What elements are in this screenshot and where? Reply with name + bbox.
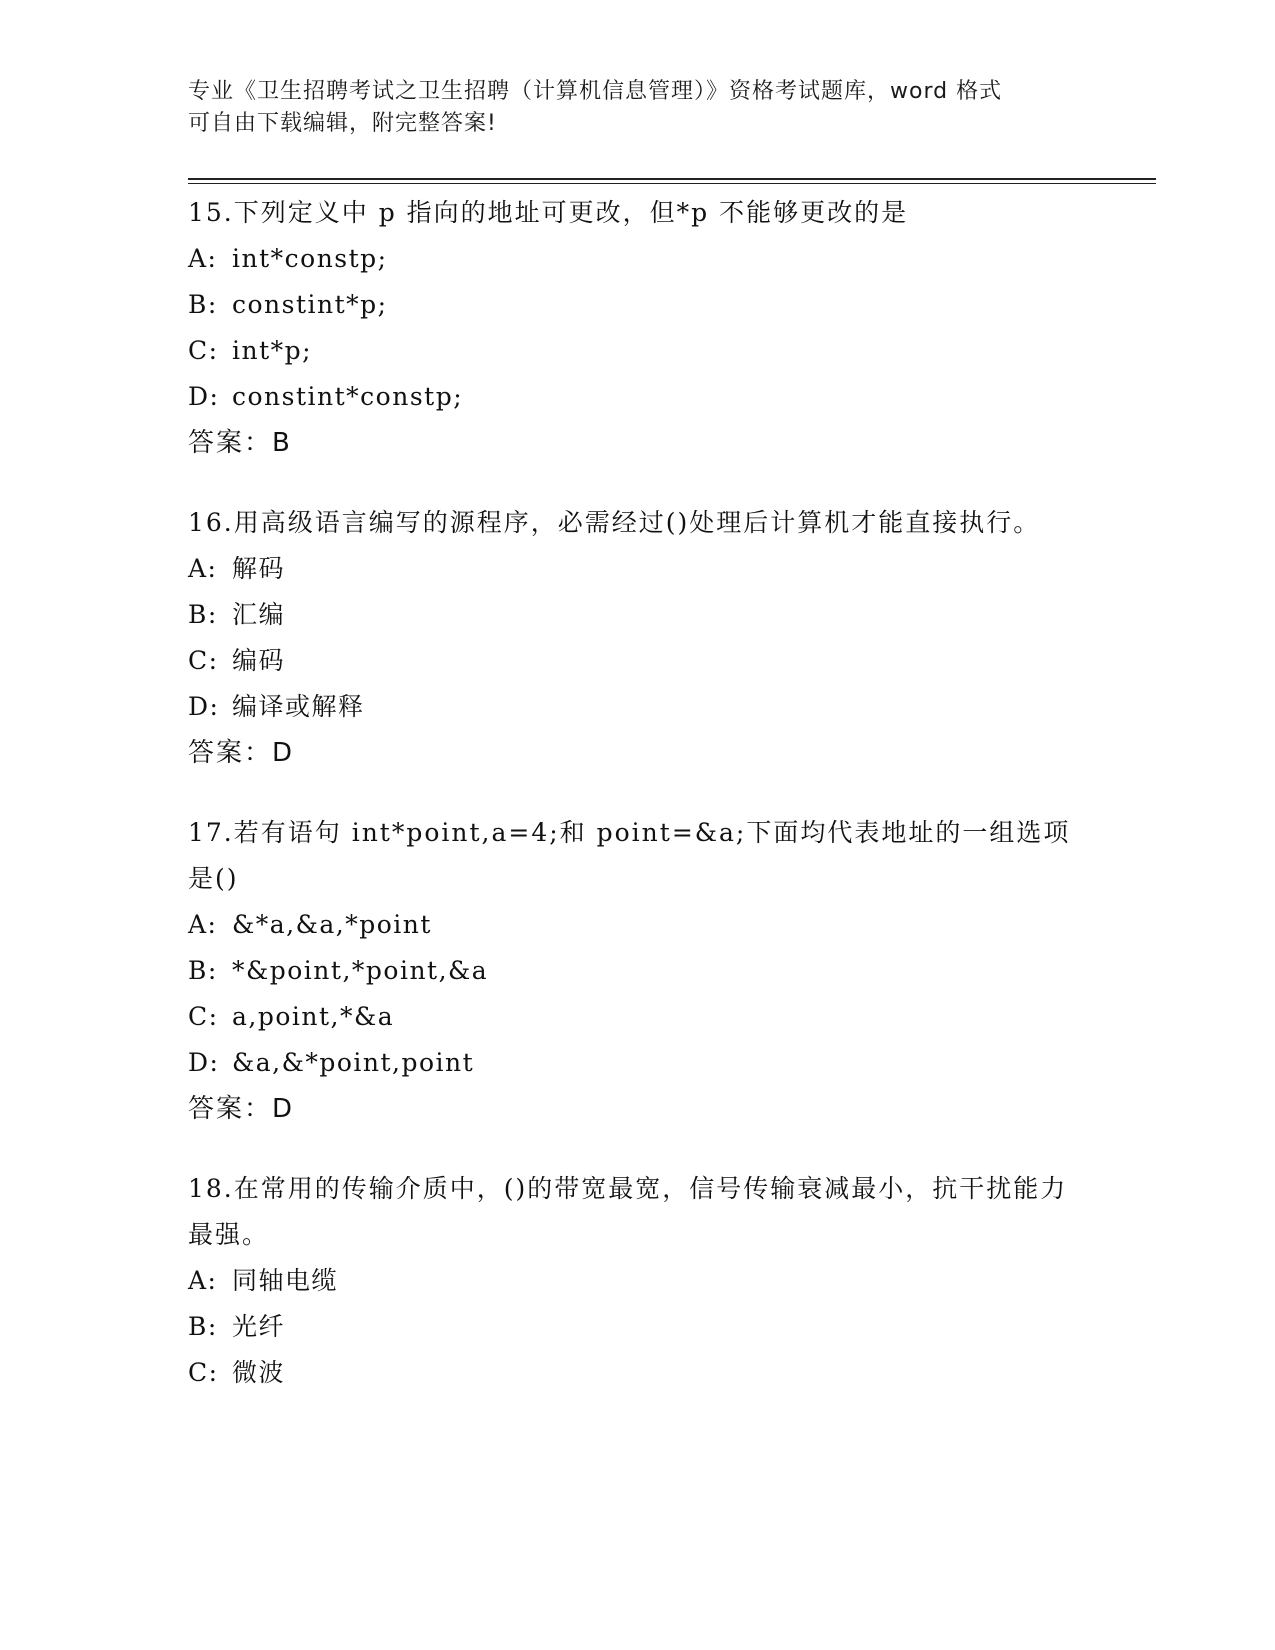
option-letter: A: [188,1266,218,1295]
option-b [188,282,1078,328]
option-letter: B: [188,290,218,319]
option-text: 微波 [232,1358,286,1387]
option-text: 编译或解释 [232,692,365,721]
answer-line: 答案：B [188,428,292,458]
option-text: *&point,*point,&a [232,956,489,985]
option-letter: D: [188,1048,220,1077]
option-letter: B: [188,600,218,629]
option-letter: B: [188,956,218,985]
question-16 [188,500,1078,776]
question-15 [188,190,1078,466]
option-letter: C: [188,1358,219,1387]
option-letter: D: [188,382,220,411]
option-text: 汇编 [232,600,286,629]
option-text: 编码 [232,646,286,675]
header-rule-thin [188,183,1156,184]
option-text: int*p; [232,336,313,365]
option-a [188,546,1078,592]
header-rule-thick [188,178,1156,180]
question-text: 18.在常用的传输介质中，()的带宽最宽，信号传输衰减最小，抗干扰能力最强。 [188,1174,1068,1249]
option-d [188,374,1078,420]
option-letter: C: [188,336,219,365]
question-18 [188,1166,1078,1396]
question-text: 16.用高级语言编写的源程序，必需经过()处理后计算机才能直接执行。 [188,508,1041,537]
option-b [188,1304,1078,1350]
option-text: constint*p; [232,290,388,319]
option-a [188,236,1078,282]
header-line-1: 专业《卫生招聘考试之卫生招聘（计算机信息管理）》资格考试题库，word 格式 [188,79,1003,104]
option-letter: C: [188,1002,219,1031]
header-line-2: 可自由下载编辑，附完整答案! [188,111,497,136]
option-letter: D: [188,692,220,721]
option-c [188,638,1078,684]
question-list [188,190,1078,1430]
question-text: 17.若有语句 int*point,a=4;和 point=&a;下面均代表地址的一组选项是() [188,818,1071,893]
option-c [188,328,1078,374]
option-text: constint*constp; [232,382,464,411]
option-b [188,948,1078,994]
option-a [188,902,1078,948]
option-letter: C: [188,646,219,675]
option-text: &*a,&a,*point [232,910,432,939]
option-b [188,592,1078,638]
option-text: 光纤 [232,1312,286,1341]
option-c [188,994,1078,1040]
option-text: 同轴电缆 [232,1266,339,1295]
option-letter: A: [188,910,218,939]
option-letter: A: [188,244,218,273]
document-header [188,76,1068,140]
option-d [188,684,1078,730]
option-text: &a,&*point,point [232,1048,475,1077]
option-letter: A: [188,554,218,583]
option-d [188,1040,1078,1086]
question-text: 15.下列定义中 p 指向的地址可更改，但*p 不能够更改的是 [188,198,909,227]
option-a [188,1258,1078,1304]
option-text: a,point,*&a [232,1002,395,1031]
option-text: int*constp; [232,244,388,273]
option-letter: B: [188,1312,218,1341]
answer-line: 答案：D [188,1094,295,1124]
answer-line: 答案：D [188,738,295,768]
option-text: 解码 [232,554,286,583]
option-c [188,1350,1078,1396]
question-17 [188,810,1078,1132]
